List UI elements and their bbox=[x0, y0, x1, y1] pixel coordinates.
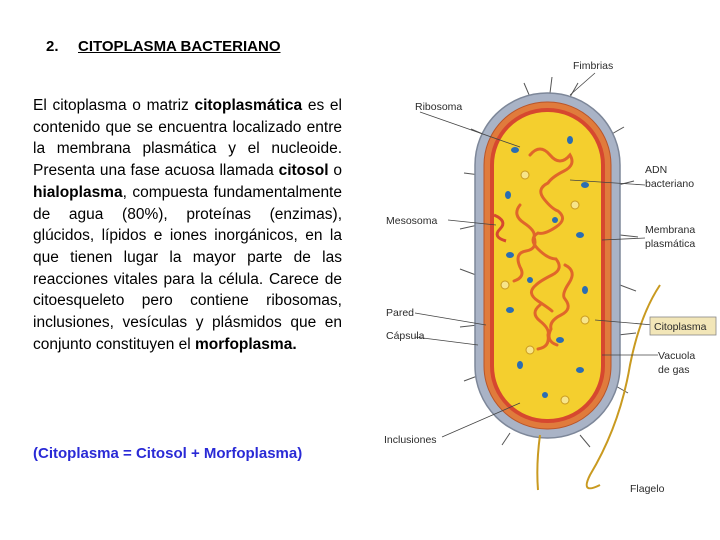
label-inclusiones: Inclusiones bbox=[384, 434, 437, 446]
term-citosol: citosol bbox=[278, 162, 329, 180]
label-vacuola-1: Vacuola bbox=[658, 350, 696, 362]
text-segment: es el contenido que se encuentra localizado entre la membrana plasmática y el nucleoide. Presenta una fase acuosa llamada bbox=[33, 97, 342, 180]
label-membrana-2: plasmática bbox=[645, 238, 696, 250]
term-morfoplasma: morfoplasma. bbox=[195, 335, 297, 353]
label-fimbrias: Fimbrias bbox=[573, 60, 614, 72]
formula-text: (Citoplasma = Citosol + Morfoplasma) bbox=[33, 445, 303, 462]
section-title: CITOPLASMA BACTERIANO bbox=[78, 38, 281, 55]
label-capsula: Cápsula bbox=[386, 330, 425, 342]
text-segment: o bbox=[328, 162, 342, 180]
section-number: 2. bbox=[46, 38, 59, 55]
bacterium-diagram bbox=[380, 55, 720, 505]
text-segment: El citoplasma o matriz bbox=[33, 97, 195, 114]
label-mesosoma: Mesosoma bbox=[386, 215, 438, 227]
text-segment: , compuesta fundamentalmente de agua (80%), proteínas (enzimas), glúcidos, lípidos e iones inorgánicos, en la que tienen lugar la mayor parte de las reacciones vitales para la célula. Carece de citoesqueleto pero contiene ribosomas, inclusiones, vesículas y plásmidos que en conjunto constituyen el bbox=[33, 183, 342, 353]
label-adn-1: ADN bbox=[645, 164, 668, 176]
label-adn-2: bacteriano bbox=[645, 178, 695, 190]
label-flagelo: Flagelo bbox=[630, 483, 665, 495]
section-heading bbox=[46, 38, 281, 55]
body-paragraph bbox=[33, 95, 342, 355]
cytoplasm bbox=[494, 112, 601, 419]
label-vacuola-2: de gas bbox=[658, 364, 690, 376]
term-citoplasmatica: citoplasmática bbox=[194, 97, 303, 114]
label-membrana-1: Membrana bbox=[645, 224, 696, 236]
label-ribosoma: Ribosoma bbox=[415, 101, 463, 113]
label-pared: Pared bbox=[386, 307, 415, 319]
label-citoplasma: Citoplasma bbox=[654, 321, 707, 333]
term-hialoplasma: hialoplasma bbox=[33, 183, 123, 201]
